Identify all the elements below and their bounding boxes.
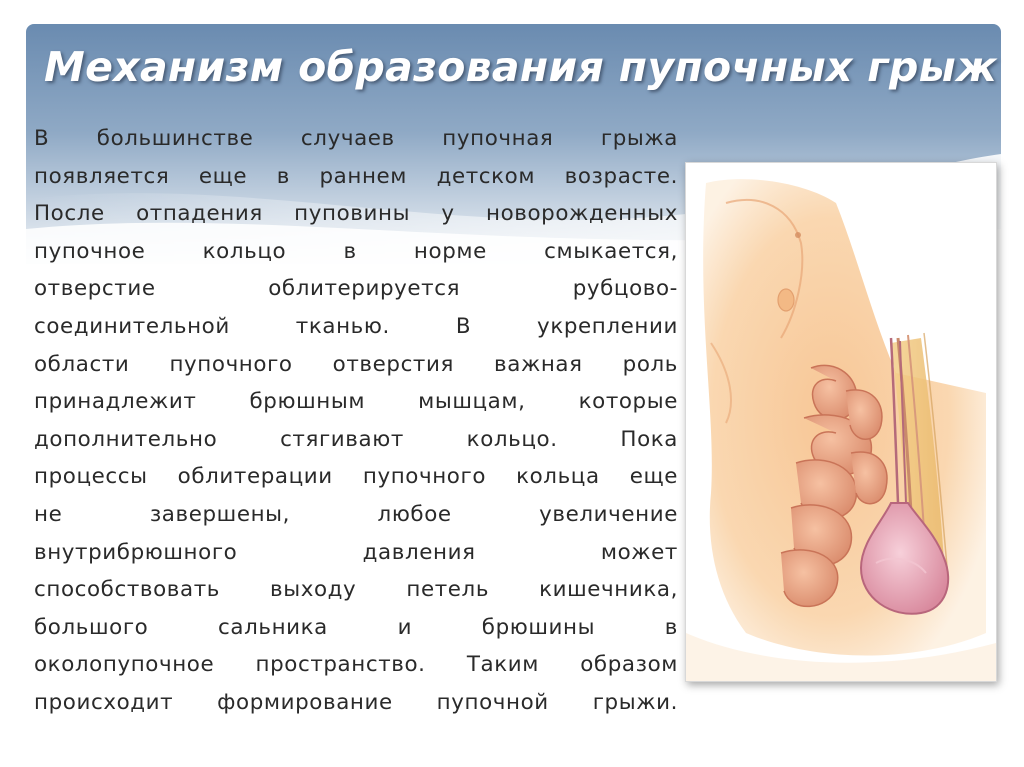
slide-title: Механизм образования пупочных грыж	[44, 43, 998, 91]
paragraph-line: появляется еще в раннем детском возрасте.	[34, 163, 678, 189]
paragraph-line: околопупочное пространство. Таким образом	[34, 652, 678, 678]
paragraph-line: отверстие облитерируется рубцово-	[34, 276, 678, 302]
paragraph-line: дополнительно стягивают кольцо. Пока	[34, 426, 678, 452]
paragraph-line: большого сальника и брюшины в	[34, 614, 678, 640]
paragraph-line: соединительной тканью. В укреплении	[34, 313, 678, 339]
paragraph-line: В большинстве случаев пупочная грыжа	[34, 126, 678, 151]
body-paragraph	[34, 120, 678, 722]
hernia-illustration-frame	[685, 162, 997, 682]
paragraph-line: После отпадения пуповины у новорожденных	[34, 201, 678, 227]
paragraph-line: не завершены, любое увеличение	[34, 501, 678, 527]
paragraph-line: способствовать выходу петель кишечника,	[34, 577, 678, 603]
paragraph-line: процессы облитерации пупочного кольца еще	[34, 464, 678, 490]
paragraph-line: области пупочного отверстия важная роль	[34, 351, 678, 377]
paragraph-line: принадлежит брюшным мышцам, которые	[34, 389, 678, 415]
paragraph-line: пупочное кольцо в норме смыкается,	[34, 238, 678, 264]
umbilical-hernia-illustration	[686, 163, 996, 681]
paragraph-line: внутрибрюшного давления может	[34, 539, 678, 565]
paragraph-line: происходит формирование пупочной грыжи.	[34, 689, 678, 715]
